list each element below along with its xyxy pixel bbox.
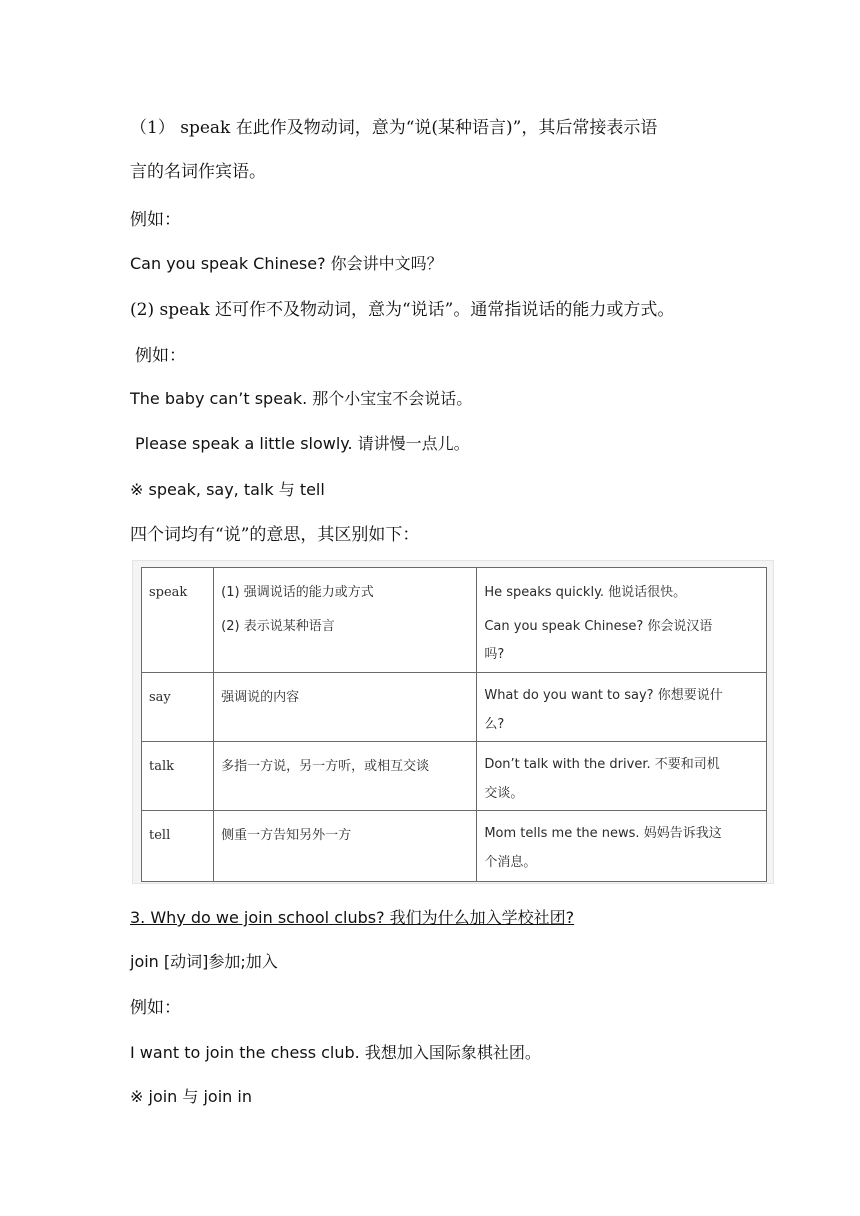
definition-join: join [动词]参加;加入 [130, 952, 278, 971]
table-cell-example [477, 811, 767, 882]
meaning-line: 强调说的内容 [221, 690, 300, 705]
section-heading-join-vs-join-in: ※ join 与 join in [130, 1087, 252, 1106]
table-cell-word: say [142, 673, 214, 742]
table-row [142, 568, 767, 673]
table-cell-word: tell [142, 811, 214, 882]
example-label: 例如： [130, 998, 181, 1018]
example-line: 么? [484, 717, 505, 732]
comparison-table-image [132, 560, 774, 884]
paragraph-speak-intransitive: (2) speak 还可作不及物动词，意为“说话”。通常指说话的能力或方式。 [130, 300, 675, 320]
table-cell-example [477, 568, 767, 673]
table-cell-word: talk [142, 742, 214, 811]
meaning-line: 多指一方说，另一方听，或相互交谈 [221, 759, 430, 774]
section-heading-speak-say-talk-tell: ※ speak, say, talk 与 tell [130, 480, 325, 499]
table-cell-meaning [214, 742, 477, 811]
example-line: What do you want to say? 你想要说什 [484, 688, 723, 703]
example-line: 吗? [484, 647, 505, 662]
table-cell-word: speak [142, 568, 214, 673]
example-sentence: I want to join the chess club. 我想加入国际象棋社团。 [130, 1043, 541, 1062]
meaning-line: (1) 强调说话的能力或方式 [221, 585, 374, 600]
example-line: He speaks quickly. 他说话很快。 [484, 585, 687, 600]
example-label: 例如： [135, 346, 186, 366]
example-sentence: The baby can’t speak. 那个小宝宝不会说话。 [130, 389, 473, 408]
table-row [142, 811, 767, 882]
example-sentence: Can you speak Chinese? 你会讲中文吗？ [130, 254, 443, 273]
table-cell-meaning [214, 811, 477, 882]
table-cell-meaning [214, 568, 477, 673]
table-cell-example [477, 673, 767, 742]
example-sentence: Please speak a little slowly. 请讲慢一点儿。 [135, 434, 470, 453]
example-line: 个消息。 [484, 855, 537, 870]
example-line: Mom tells me the news. 妈妈告诉我这 [484, 826, 722, 841]
meaning-line: 侧重一方告知另外一方 [221, 828, 352, 843]
example-line: Don’t talk with the driver. 不要和司机 [484, 757, 720, 772]
example-line: 交谈。 [484, 786, 524, 801]
paragraph-speak-transitive-cont: 言的名词作宾语。 [130, 162, 266, 182]
paragraph-difference-intro: 四个词均有“说”的意思，其区别如下： [130, 525, 420, 545]
example-line: Can you speak Chinese? 你会说汉语 [484, 619, 713, 634]
example-label: 例如： [130, 210, 181, 230]
paragraph-speak-transitive: （1） speak 在此作及物动词，意为“说(某种语言)”，其后常接表示语 [130, 118, 658, 138]
table-row [142, 673, 767, 742]
comparison-table [141, 567, 767, 882]
table-cell-example [477, 742, 767, 811]
table-row [142, 742, 767, 811]
section-heading-join-clubs: 3. Why do we join school clubs? 我们为什么加入学校社团? [130, 908, 575, 927]
meaning-line: (2) 表示说某种语言 [221, 619, 335, 634]
table-cell-meaning [214, 673, 477, 742]
